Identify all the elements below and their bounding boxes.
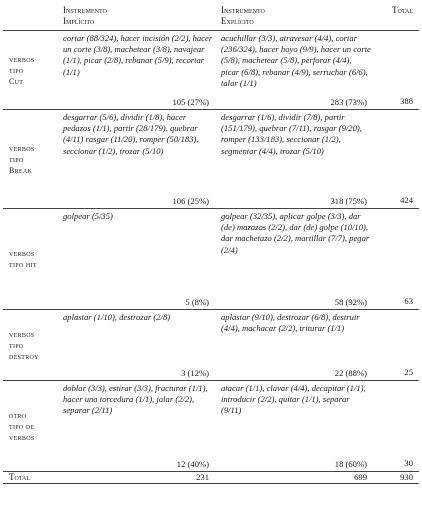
header-implicit	[61, 3, 219, 31]
table-row	[3, 310, 419, 381]
explicit-cell	[219, 209, 377, 310]
table-row	[3, 381, 419, 472]
explicit-items: atacar (1/1), clavar (4/4), decapitar (1/1), introducir (2/2), quitar (1/1), separar (9/11)	[221, 383, 366, 416]
implicit-cell	[61, 310, 219, 381]
row-label: otro tipo de verbos	[3, 381, 61, 472]
header-total: Total	[377, 3, 419, 31]
row-label: verbos tipo hit	[3, 209, 61, 310]
totals-explicit: 699	[219, 472, 377, 484]
header-row	[3, 3, 419, 31]
explicit-count: 318 (75%)	[330, 196, 367, 206]
explicit-cell	[219, 110, 377, 209]
explicit-items: acuchillar (3/3), atravesar (4/4), cortar (236/324), hacer hoyo (9/9), hacer un corte (5/8), machetear (5/8), perforar (4/4), picar (6/8), rebanar (4/9), serruchar (6/6), talar (1/1)	[221, 33, 371, 88]
row-total: 63	[377, 209, 419, 310]
totals-grand: 930	[377, 472, 419, 484]
totals-implicit: 231	[61, 472, 219, 484]
explicit-items: golpear (32/35), aplicar golpe (3/3), dar (de) mazazos (2/2), dar (de) golpe (10/10), dar machetazo (2/2), martillar (7/7), pegar (2/4)	[221, 211, 370, 255]
totals-row	[3, 472, 419, 484]
explicit-count: 58 (92%)	[334, 297, 367, 307]
implicit-cell	[61, 110, 219, 209]
explicit-count: 22 (88%)	[334, 368, 367, 378]
implicit-items: aplastar (1/10), destrozar (2/8)	[63, 312, 171, 322]
row-label: verbos tipo Cut	[3, 31, 61, 110]
implicit-items: cortar (88/324), hacer incisión (2/2), hacer un corte (3/8), machetear (3/8), navajear (1/1), picar (2/8), rebanar (5/9), recortar (1/1)	[63, 33, 213, 77]
header-explicit	[219, 3, 377, 31]
row-total: 388	[377, 31, 419, 110]
implicit-count: 106 (25%)	[172, 196, 209, 206]
implicit-cell	[61, 209, 219, 310]
row-total: 30	[377, 381, 419, 472]
header-implicit-line2: Implícito	[63, 16, 95, 26]
totals-label: Total	[3, 472, 61, 484]
header-empty	[3, 3, 61, 31]
explicit-items: desgarrar (1/6), dividir (7/8), partir (151/179), quebrar (7/11), rasgar (9/20), romper (133/183), seccionar (1/2), segmentar (4/4), trozar (5/10)	[221, 112, 362, 156]
implicit-cell	[61, 381, 219, 472]
implicit-items: golpear (5/35)	[63, 211, 113, 221]
implicit-items: doblar (3/3), estirar (3/3), fracturar (1/1), hacer una torcedura (1/1), jalar (2/2), separar (2/11)	[63, 383, 208, 416]
header-implicit-line1: Instrumento	[63, 5, 107, 15]
explicit-cell	[219, 381, 377, 472]
table-row	[3, 209, 419, 310]
header-explicit-line2: Explícito	[221, 16, 254, 26]
implicit-count: 3 (12%)	[181, 368, 209, 378]
instrument-verb-table	[3, 3, 419, 484]
implicit-count: 5 (8%)	[185, 297, 209, 307]
explicit-count: 283 (73%)	[330, 97, 367, 107]
row-label: verbos tipo destroy	[3, 310, 61, 381]
explicit-cell	[219, 310, 377, 381]
explicit-cell	[219, 31, 377, 110]
row-total: 25	[377, 310, 419, 381]
explicit-count: 18 (60%)	[334, 459, 367, 469]
header-explicit-line1: Instrumento	[221, 5, 265, 15]
implicit-count: 105 (27%)	[172, 97, 209, 107]
implicit-count: 12 (40%)	[176, 459, 209, 469]
row-label: verbos tipo Break	[3, 110, 61, 209]
row-total: 424	[377, 110, 419, 209]
implicit-cell	[61, 31, 219, 110]
explicit-items: aplastar (9/10), destrozar (6/8), destruir (4/4), machacar (2/2), triturar (1/1)	[221, 312, 360, 334]
table-row	[3, 110, 419, 209]
implicit-items: desgarrar (5/6), dividir (1/8), hacer pedazos (1/1), partir (28/179), quebrar (4/11) rasgar (11/20), romper (50/183), seccionar (1/2), trozar (5/10)	[63, 112, 199, 156]
table-row	[3, 31, 419, 110]
